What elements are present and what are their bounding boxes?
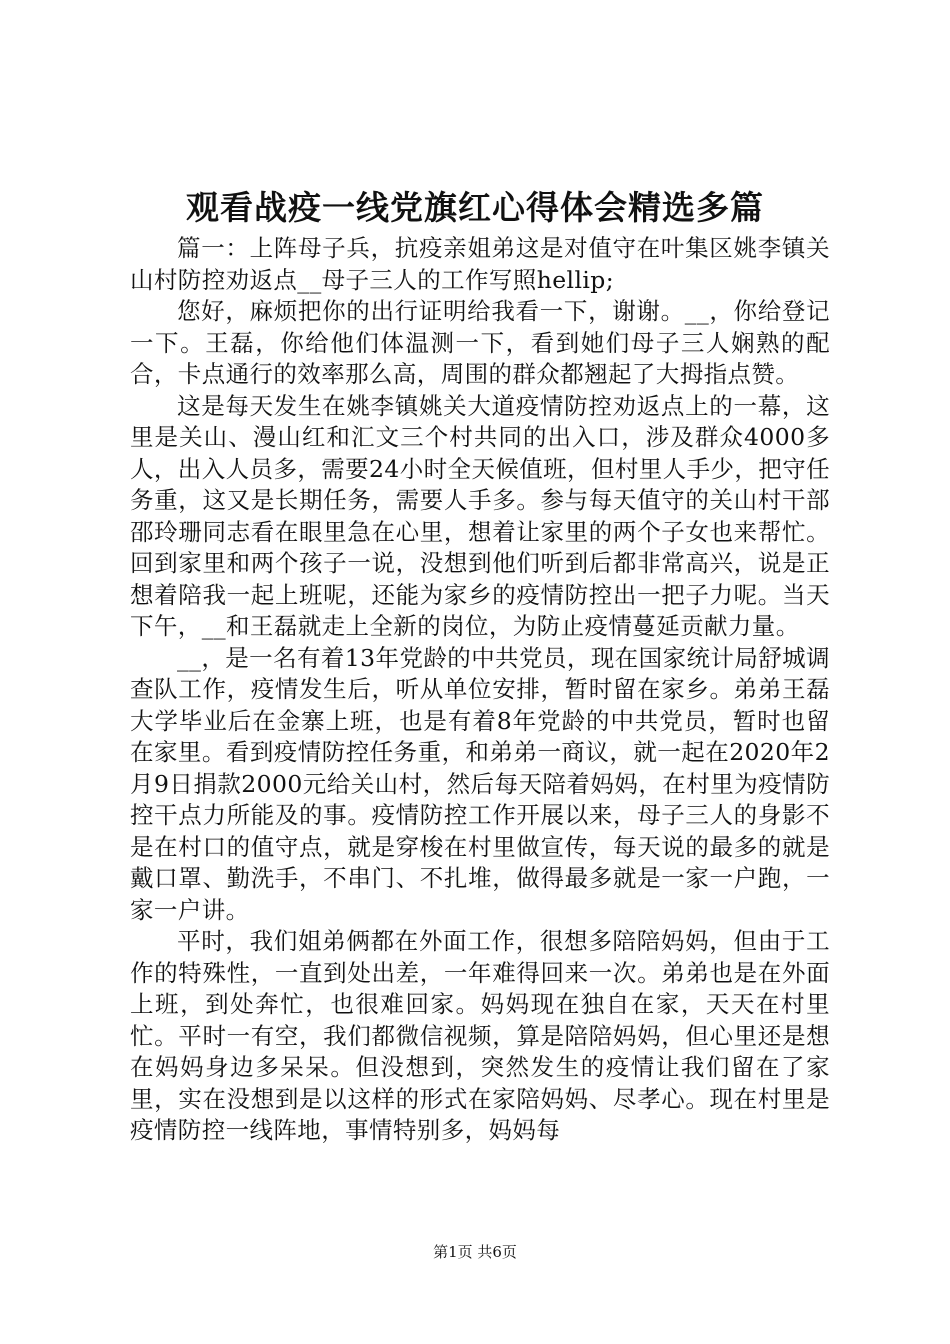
paragraph-1: 篇一：上阵母子兵，抗疫亲姐弟这是对值守在叶集区姚李镇关山村防控劝返点__母子三人的工作写照hellip; (130, 234, 830, 294)
paragraph-2: 您好，麻烦把你的出行证明给我看一下，谢谢。__，你给登记一下。王磊，你给他们体温测一下，看到她们母子三人娴熟的配合，卡点通行的效率那么高，周围的群众都翘起了大拇指点赞。 (130, 297, 830, 388)
document-title: 观看战疫一线党旗红心得体会精选多篇 (186, 188, 764, 227)
document-body (130, 233, 830, 1147)
paragraph-5: 平时，我们姐弟俩都在外面工作，很想多陪陪妈妈，但由于工作的特殊性，一直到处出差，一年难得回来一次。弟弟也是在外面上班，到处奔忙，也很难回家。妈妈现在独自在家，天天在村里忙。平时一有空，我们都微信视频，算是陪陪妈妈，但心里还是想在妈妈身边多呆呆。但没想到，突然发生的疫情让我们留在了家里，实在没想到是以这样的形式在家陪妈妈、尽孝心。现在村里是疫情防控一线阵地，事情特别多，妈妈每 (130, 927, 830, 1144)
paragraph-4: __，是一名有着13年党龄的中共党员，现在国家统计局舒城调查队工作，疫情发生后，听从单位安排，暂时留在家乡。弟弟王磊大学毕业后在金寨上班，也是有着8年党龄的中共党员，暂时也留在家里。看到疫情防控任务重，和弟弟一商议，就一起在2020年2月9日捐款2000元给关山村，然后每天陪着妈妈，在村里为疫情防控干点力所能及的事。疫情防控工作开展以来，母子三人的身影不是在村口的值守点，就是穿梭在村里做宣传，每天说的最多的就是戴口罩、勤洗手，不串门、不扎堆，做得最多就是一家一户跑，一家一户讲。 (130, 643, 830, 924)
page-footer: 第1页 共6页 (433, 1243, 517, 1261)
paragraph-3: 这是每天发生在姚李镇姚关大道疫情防控劝返点上的一幕，这里是关山、漫山红和汇文三个村共同的出入口，涉及群众4000多人，出入人员多，需要24小时全天候值班，但村里人手少，把守任务重，这又是长期任务，需要人手多。参与每天值守的关山村干部邵玲珊同志看在眼里急在心里，想着让家里的两个子女也来帮忙。回到家里和两个孩子一说，没想到他们听到后都非常高兴，说是正想着陪我一起上班呢，还能为家乡的疫情防控出一把子力呢。当天下午，__和王磊就走上全新的岗位，为防止疫情蔓延贡献力量。 (130, 391, 830, 640)
